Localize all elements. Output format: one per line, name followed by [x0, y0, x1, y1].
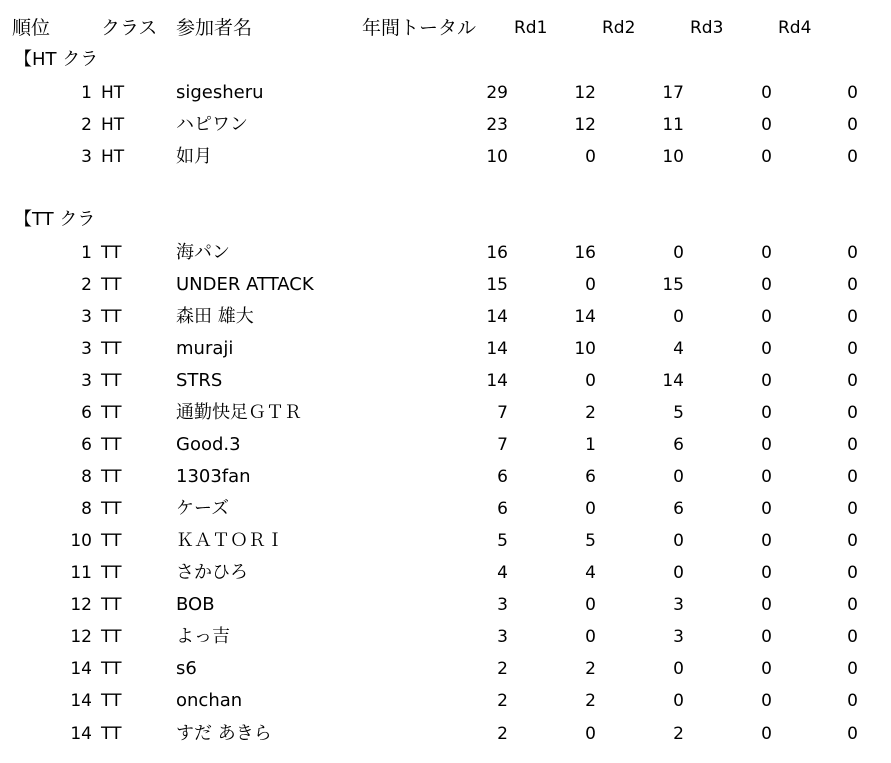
total-cell: 6 [497, 467, 508, 487]
rd2-cell: 3 [673, 595, 684, 615]
participant-cell: すだ あきら [176, 723, 272, 744]
rd2-cell: 11 [662, 115, 684, 135]
class-cell: TT [101, 691, 122, 711]
rd4-cell: 0 [847, 115, 858, 135]
rd4-cell: 0 [847, 403, 858, 423]
class-cell: TT [101, 339, 122, 359]
rank-cell: 10 [70, 531, 92, 551]
participant-cell: ハピワン [176, 114, 248, 135]
rd3-cell: 0 [761, 595, 772, 615]
rd1-cell: 2 [585, 659, 596, 679]
total-cell: 16 [486, 243, 508, 263]
total-cell: 5 [497, 531, 508, 551]
section-header-ht [0, 44, 891, 76]
class-cell: TT [101, 403, 122, 423]
rd2-cell: 3 [673, 627, 684, 647]
header-participant: 参加者名 [176, 17, 253, 39]
class-cell: TT [101, 435, 122, 455]
rd4-cell: 0 [847, 435, 858, 455]
rd1-cell: 6 [585, 467, 596, 487]
rd2-cell: 0 [673, 691, 684, 711]
table-row [0, 365, 891, 397]
class-cell: TT [101, 724, 122, 744]
total-cell: 2 [497, 691, 508, 711]
rd2-cell: 6 [673, 435, 684, 455]
header-row [0, 12, 891, 44]
rd4-cell: 0 [847, 467, 858, 487]
table-row [0, 237, 891, 269]
rd3-cell: 0 [761, 275, 772, 295]
participant-cell: よっ吉 [176, 626, 230, 647]
participant-cell: 如月 [176, 146, 212, 167]
table-row [0, 493, 891, 525]
total-cell: 14 [486, 307, 508, 327]
header-total: 年間トータル [362, 17, 477, 39]
rd2-cell: 14 [662, 371, 684, 391]
rd3-cell: 0 [761, 83, 772, 103]
participant-cell: muraji [176, 338, 234, 359]
rd3-cell: 0 [761, 499, 772, 519]
total-cell: 2 [497, 659, 508, 679]
rd3-cell: 0 [761, 467, 772, 487]
rd2-cell: 0 [673, 243, 684, 263]
rd2-cell: 2 [673, 724, 684, 744]
rd4-cell: 0 [847, 83, 858, 103]
participant-cell: onchan [176, 690, 243, 711]
rd1-cell: 0 [585, 724, 596, 744]
rd3-cell: 0 [761, 659, 772, 679]
total-cell: 4 [497, 563, 508, 583]
rank-cell: 2 [81, 275, 92, 295]
rd4-cell: 0 [847, 307, 858, 327]
rd1-cell: 10 [574, 339, 596, 359]
table-row [0, 621, 891, 653]
rd2-cell: 4 [673, 339, 684, 359]
participant-cell: UNDER ATTACK [176, 274, 314, 295]
table-row [0, 269, 891, 301]
rd1-cell: 0 [585, 627, 596, 647]
header-rd4: Rd4 [778, 18, 812, 38]
total-cell: 3 [497, 595, 508, 615]
table-row [0, 525, 891, 557]
participant-cell: STRS [176, 370, 223, 391]
rd3-cell: 0 [761, 371, 772, 391]
rd4-cell: 0 [847, 499, 858, 519]
class-cell: TT [101, 563, 122, 583]
rd1-cell: 12 [574, 83, 596, 103]
rank-cell: 8 [81, 499, 92, 519]
rd1-cell: 0 [585, 595, 596, 615]
class-cell: TT [101, 467, 122, 487]
rd2-cell: 17 [662, 83, 684, 103]
rd1-cell: 14 [574, 307, 596, 327]
class-cell: TT [101, 243, 122, 263]
rank-cell: 12 [70, 595, 92, 615]
section-header-tt [0, 204, 891, 236]
rd3-cell: 0 [761, 563, 772, 583]
table-row [0, 557, 891, 589]
rank-cell: 14 [70, 659, 92, 679]
class-cell: TT [101, 659, 122, 679]
participant-cell: BOB [176, 594, 215, 615]
rd2-cell: 6 [673, 499, 684, 519]
rd1-cell: 16 [574, 243, 596, 263]
rd4-cell: 0 [847, 659, 858, 679]
rd4-cell: 0 [847, 371, 858, 391]
total-cell: 7 [497, 403, 508, 423]
rd4-cell: 0 [847, 691, 858, 711]
rd2-cell: 0 [673, 307, 684, 327]
table-row [0, 589, 891, 621]
total-cell: 14 [486, 339, 508, 359]
class-cell: TT [101, 499, 122, 519]
rd2-cell: 0 [673, 467, 684, 487]
class-cell: TT [101, 371, 122, 391]
participant-cell: さかひろ [176, 562, 248, 583]
rd4-cell: 0 [847, 563, 858, 583]
rd2-cell: 0 [673, 563, 684, 583]
class-cell: TT [101, 275, 122, 295]
class-cell: TT [101, 307, 122, 327]
rd4-cell: 0 [847, 627, 858, 647]
rank-cell: 3 [81, 147, 92, 167]
rank-cell: 6 [81, 435, 92, 455]
rd2-cell: 10 [662, 147, 684, 167]
table-row [0, 397, 891, 429]
rd2-cell: 5 [673, 403, 684, 423]
table-row [0, 77, 891, 109]
rd4-cell: 0 [847, 147, 858, 167]
rank-cell: 11 [70, 563, 92, 583]
total-cell: 29 [486, 83, 508, 103]
rd1-cell: 0 [585, 371, 596, 391]
total-cell: 14 [486, 371, 508, 391]
rank-cell: 3 [81, 339, 92, 359]
rd4-cell: 0 [847, 339, 858, 359]
rd3-cell: 0 [761, 307, 772, 327]
rank-cell: 3 [81, 307, 92, 327]
rd3-cell: 0 [761, 724, 772, 744]
table-row [0, 109, 891, 141]
table-row [0, 685, 891, 717]
rd4-cell: 0 [847, 724, 858, 744]
header-class: クラス [101, 17, 158, 39]
rd1-cell: 0 [585, 275, 596, 295]
total-cell: 2 [497, 724, 508, 744]
class-cell: HT [101, 147, 125, 167]
header-rd2: Rd2 [602, 18, 636, 38]
rd3-cell: 0 [761, 691, 772, 711]
rd3-cell: 0 [761, 403, 772, 423]
rd4-cell: 0 [847, 531, 858, 551]
rank-cell: 3 [81, 371, 92, 391]
rd2-cell: 15 [662, 275, 684, 295]
class-cell: TT [101, 627, 122, 647]
rank-cell: 6 [81, 403, 92, 423]
rd2-cell: 0 [673, 531, 684, 551]
header-rd3: Rd3 [690, 18, 724, 38]
total-cell: 7 [497, 435, 508, 455]
rd1-cell: 2 [585, 691, 596, 711]
rd1-cell: 5 [585, 531, 596, 551]
table-row [0, 653, 891, 685]
participant-cell: 1303fan [176, 466, 251, 487]
rd3-cell: 0 [761, 435, 772, 455]
class-cell: TT [101, 531, 122, 551]
table-row [0, 429, 891, 461]
rd1-cell: 12 [574, 115, 596, 135]
rd1-cell: 2 [585, 403, 596, 423]
rank-cell: 8 [81, 467, 92, 487]
participant-cell: ケーズ [176, 498, 230, 519]
section-label: 【HT クラ [14, 49, 99, 70]
rank-cell: 2 [81, 115, 92, 135]
total-cell: 10 [486, 147, 508, 167]
total-cell: 15 [486, 275, 508, 295]
table-row [0, 333, 891, 365]
table-row [0, 718, 891, 750]
rank-cell: 1 [81, 243, 92, 263]
rd3-cell: 0 [761, 147, 772, 167]
class-cell: HT [101, 83, 125, 103]
rd1-cell: 0 [585, 147, 596, 167]
total-cell: 23 [486, 115, 508, 135]
rd1-cell: 4 [585, 563, 596, 583]
rd2-cell: 0 [673, 659, 684, 679]
participant-cell: 通勤快足ＧＴＲ [176, 402, 302, 423]
rd3-cell: 0 [761, 627, 772, 647]
table-row [0, 301, 891, 333]
participant-cell: s6 [176, 658, 197, 679]
total-cell: 3 [497, 627, 508, 647]
participant-cell: sigesheru [176, 82, 264, 103]
class-cell: TT [101, 595, 122, 615]
class-cell: HT [101, 115, 125, 135]
rank-cell: 1 [81, 83, 92, 103]
rank-cell: 14 [70, 724, 92, 744]
rank-cell: 12 [70, 627, 92, 647]
rd4-cell: 0 [847, 595, 858, 615]
rd4-cell: 0 [847, 243, 858, 263]
header-rank: 順位 [12, 17, 51, 39]
participant-cell: Good.3 [176, 434, 241, 455]
rd3-cell: 0 [761, 531, 772, 551]
rd1-cell: 1 [585, 435, 596, 455]
rd3-cell: 0 [761, 243, 772, 263]
header-rd1: Rd1 [514, 18, 548, 38]
rd3-cell: 0 [761, 339, 772, 359]
table-row [0, 141, 891, 173]
rd1-cell: 0 [585, 499, 596, 519]
rank-cell: 14 [70, 691, 92, 711]
rd4-cell: 0 [847, 275, 858, 295]
participant-cell: 森田 雄大 [176, 306, 254, 327]
rd3-cell: 0 [761, 115, 772, 135]
section-label: 【TT クラ [14, 209, 96, 230]
participant-cell: ＫＡＴＯＲＩ [176, 530, 284, 551]
table-row [0, 461, 891, 493]
total-cell: 6 [497, 499, 508, 519]
participant-cell: 海パン [176, 242, 230, 263]
